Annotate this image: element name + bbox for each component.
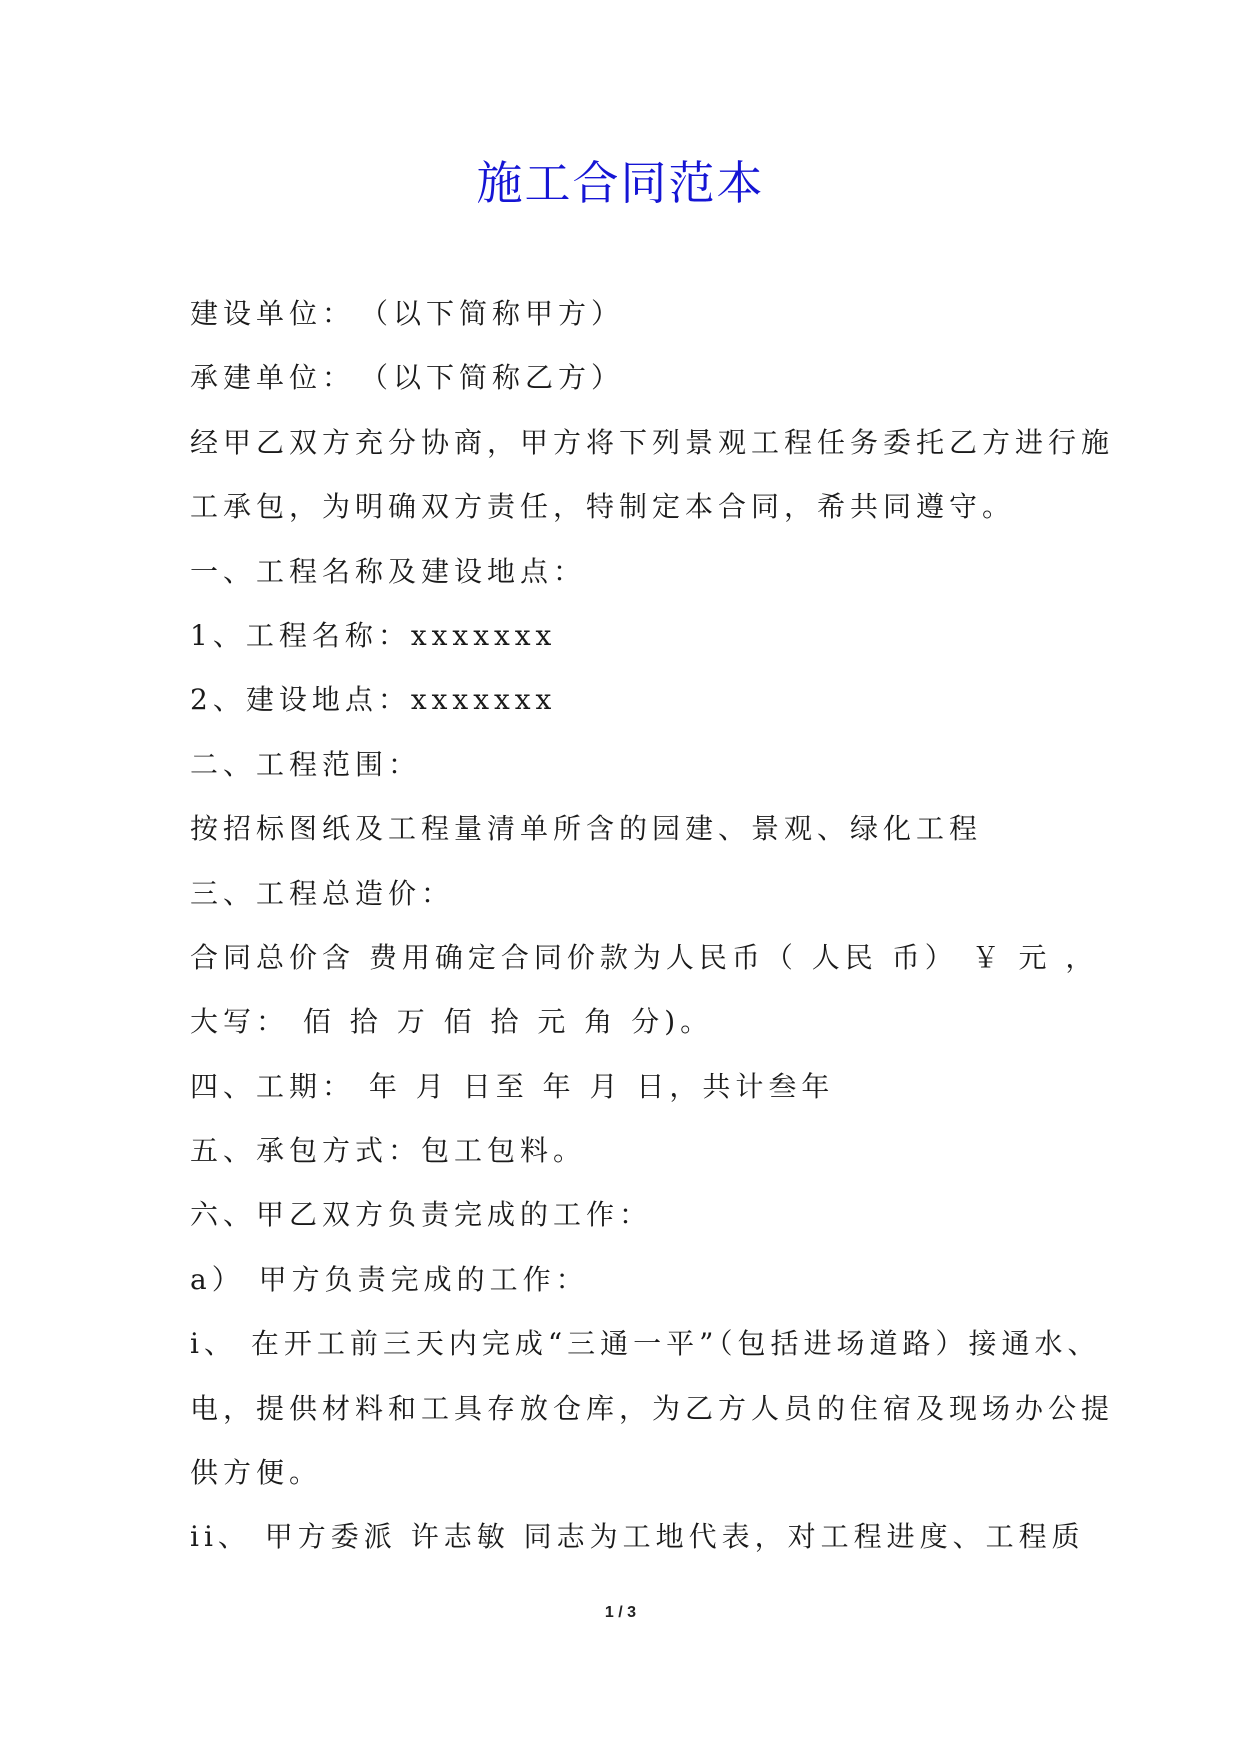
text-line-item-i-3: 供方便。 xyxy=(190,1456,323,1490)
section-heading-contract-method: 五、承包方式：包工包料。 xyxy=(190,1134,587,1168)
section-heading-total-cost: 三、工程总造价： xyxy=(190,876,455,910)
text-line-project-location: 2、建设地点：xxxxxxx xyxy=(190,683,557,717)
text-line-scope: 按招标图纸及工程量清单所含的园建、景观、绿化工程 xyxy=(190,812,983,846)
document-body xyxy=(190,282,1115,1570)
text-line-builder: 建设单位： （以下简称甲方） xyxy=(190,297,625,330)
document-title: 施工合同范本 xyxy=(476,156,765,210)
section-heading-duration: 四、工期： 年 月 日至 年 月 日，共计叁年 xyxy=(190,1069,835,1103)
section-heading-responsibilities: 六、甲乙双方负责完成的工作： xyxy=(190,1198,653,1232)
text-line-project-name: 1、工程名称：xxxxxxx xyxy=(190,618,557,652)
text-line-item-ii-1: ii、 甲方委派 许志敏 同志为工地代表，对工程进度、工程质 xyxy=(190,1520,1085,1554)
section-heading-scope: 二、工程范围： xyxy=(190,747,422,781)
text-line-item-i-1: i、 在开工前三天内完成“三通一平”（包括进场道路）接通水、 xyxy=(190,1327,1101,1361)
page-number: 1 / 3 xyxy=(604,1604,637,1621)
text-line-price-uppercase: 大写： 佰 拾 万 佰 拾 元 角 分)。 xyxy=(190,1005,714,1039)
section-heading-project-name: 一、工程名称及建设地点： xyxy=(190,554,587,588)
text-line-preamble-1: 经甲乙双方充分协商，甲方将下列景观工程任务委托乙方进行施 xyxy=(190,425,1115,459)
subheading-party-a-work: a） 甲方负责完成的工作： xyxy=(190,1262,589,1296)
text-line-preamble-2: 工承包，为明确双方责任，特制定本合同，希共同遵守。 xyxy=(190,490,1016,524)
text-line-contractor: 承建单位： （以下简称乙方） xyxy=(190,361,625,395)
text-line-contract-price: 合同总价含 费用确定合同价款为人民币（ 人民 币） ￥ 元 ， xyxy=(190,940,1099,974)
text-line-item-i-2: 电，提供材料和工具存放仓库，为乙方人员的住宿及现场办公提 xyxy=(190,1391,1115,1425)
